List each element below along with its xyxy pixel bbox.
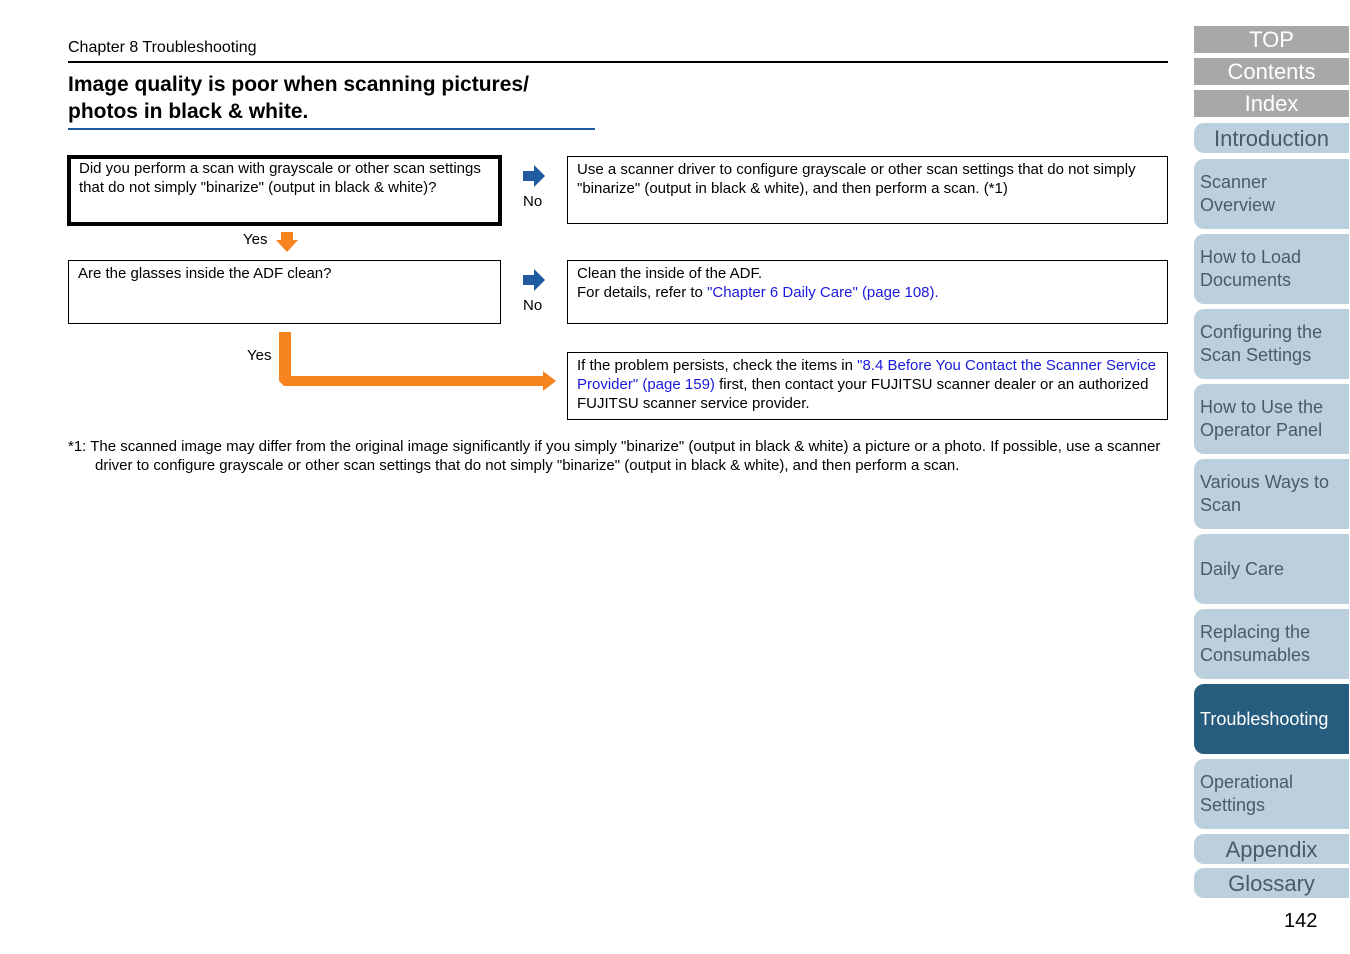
- question-box-1: [67, 155, 502, 226]
- title-line-1: Image quality is poor when scanning pictures/: [68, 73, 529, 96]
- nav-tab-troubleshooting[interactable]: [1194, 684, 1349, 754]
- nav-tab-glossary[interactable]: [1194, 868, 1349, 898]
- nav-tab-label: Appendix: [1225, 836, 1318, 862]
- nav-tab-introduction[interactable]: [1194, 123, 1349, 153]
- answer-3-prefix: If the problem persists, check the items in: [577, 357, 858, 374]
- nav-tab-label: Various Ways to Scan: [1200, 472, 1330, 515]
- nav-tab-operational[interactable]: [1194, 759, 1349, 829]
- no-label-2: No: [523, 297, 543, 314]
- nav-tab-label: Troubleshooting: [1200, 708, 1329, 729]
- nav-tab-how-to-load[interactable]: [1194, 234, 1349, 304]
- nav-tab-label: Configuring the Scan Settings: [1200, 322, 1323, 365]
- yes-arrow-icon-1: [276, 232, 298, 252]
- nav-tab-label: Operational Settings: [1200, 772, 1294, 815]
- nav-tab-various-ways[interactable]: [1194, 459, 1349, 529]
- no-arrow-icon-1: [522, 164, 546, 188]
- nav-index-button[interactable]: Index: [1194, 90, 1349, 117]
- no-arrow-icon-2: [522, 268, 546, 292]
- answer-2-line-1: Clean the inside of the ADF.: [577, 265, 763, 282]
- no-label-1: No: [523, 193, 543, 210]
- nav-tab-configuring[interactable]: [1194, 309, 1349, 379]
- nav-tab-operator-panel[interactable]: [1194, 384, 1349, 454]
- nav-tab-replacing[interactable]: [1194, 609, 1349, 679]
- question-2-text: Are the glasses inside the ADF clean?: [78, 265, 332, 282]
- footnote: *1: The scanned image may differ from the original image significantly if you simply "binarize" (output in black & white) a picture or a photo. If possible, use a scanner driver to configure grayscale or other scan settings that do not simply "binarize" (output in black & white), and then perform a scan.: [68, 438, 1161, 474]
- page-title: [68, 71, 628, 125]
- nav-tab-label: Scanner Overview: [1200, 172, 1276, 215]
- yes-label-2: Yes: [247, 347, 272, 364]
- nav-tab-label: Introduction: [1214, 125, 1329, 151]
- question-box-2: [68, 260, 501, 324]
- answer-1-text: Use a scanner driver to configure grayscale or other scan settings that do not simply "binarize" (output in black & white), and then perform a scan. (*1): [577, 161, 1136, 197]
- nav-tab-label: How to Load Documents: [1200, 247, 1302, 290]
- title-line-2: photos in black & white.: [68, 100, 309, 123]
- nav-tab-label: Replacing the Consumables: [1200, 622, 1311, 665]
- chapter-heading: Chapter 8 Troubleshooting: [68, 39, 257, 56]
- nav-tab-daily-care[interactable]: [1194, 534, 1349, 604]
- question-1-text: Did you perform a scan with grayscale or other scan settings that do not simply "binarize" (output in black & white)?: [79, 160, 481, 196]
- answer-2-line-2-prefix: For details, refer to: [577, 284, 708, 301]
- title-underline: [68, 128, 595, 130]
- answer-box-2: [567, 260, 1168, 324]
- nav-tab-label: Daily Care: [1200, 558, 1285, 579]
- nav-tab-label: How to Use the Operator Panel: [1200, 397, 1324, 440]
- answer-box-3: [567, 352, 1168, 420]
- yes-arrow-icon-2: [278, 331, 558, 393]
- header-rule: [68, 61, 1168, 63]
- daily-care-link[interactable]: "Chapter 6 Daily Care" (page 108).: [707, 284, 939, 301]
- answer-box-1: [567, 156, 1168, 224]
- yes-label-1: Yes: [243, 231, 268, 248]
- nav-tab-label: Glossary: [1228, 870, 1315, 896]
- nav-top-button[interactable]: TOP: [1194, 26, 1349, 53]
- contact-provider-link[interactable]: "8.4 Before You Contact the Scanner Service Provider" (page 159): [577, 357, 1156, 393]
- answer-3-suffix: first, then contact your FUJITSU scanner dealer or an authorized FUJITSU scanner service provider.: [577, 376, 1149, 412]
- nav-tab-scanner-overview[interactable]: [1194, 159, 1349, 229]
- nav-contents-button[interactable]: Contents: [1194, 58, 1349, 85]
- page-number: 142: [1284, 910, 1318, 932]
- nav-tab-appendix[interactable]: [1194, 834, 1349, 864]
